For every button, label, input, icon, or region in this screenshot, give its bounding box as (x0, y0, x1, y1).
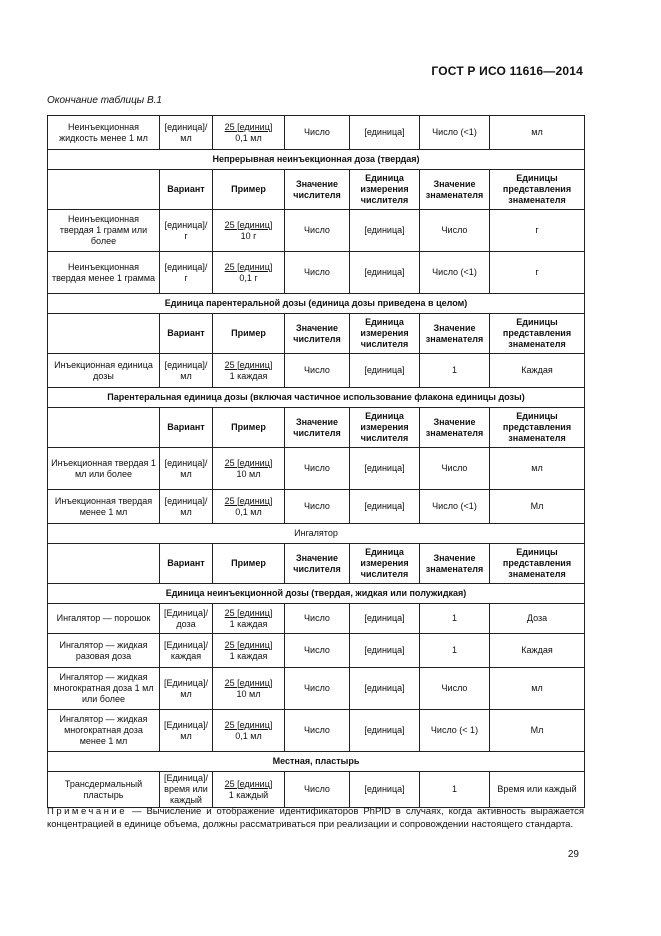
table-cell: [Единица]/ мл (160, 710, 213, 752)
table-cell: [единица]/ г (160, 252, 213, 294)
example-denominator: 0,1 г (239, 272, 258, 283)
table-cell: [единица]/ мл (160, 116, 213, 150)
column-header (48, 170, 160, 210)
column-header: Значение числителя (285, 408, 350, 448)
table-row (48, 752, 585, 772)
example-numerator: 25 [единиц] (224, 495, 273, 506)
example-denominator: 1 каждая (229, 370, 268, 381)
table-cell: 1 (420, 634, 490, 668)
column-header: Единицы представления знаменателя (490, 544, 585, 584)
column-header (48, 544, 160, 584)
example-denominator: 1 каждая (229, 650, 268, 661)
table-cell: [единица] (350, 668, 420, 710)
table-row (48, 408, 585, 448)
table-cell: Число (< 1) (420, 710, 490, 752)
example-cell (213, 116, 285, 150)
example-numerator: 25 [единиц] (224, 121, 273, 132)
table-cell: Каждая (490, 634, 585, 668)
table-cell: Ингалятор — жидкая многократная доза 1 мл или более (48, 668, 160, 710)
table-cell: Число (285, 252, 350, 294)
section-heading: Парентеральная единица дозы (включая частичное использование флакона единицы дозы) (48, 388, 585, 408)
group-heading: Ингалятор (48, 524, 585, 544)
table-row (48, 150, 585, 170)
table-row (48, 210, 585, 252)
table-row (48, 584, 585, 604)
column-header: Единицы представления знаменателя (490, 170, 585, 210)
column-header: Значение знаменателя (420, 408, 490, 448)
table-cell: Число (<1) (420, 490, 490, 524)
table-cell: Мл (490, 710, 585, 752)
column-header: Значение числителя (285, 170, 350, 210)
table-cell: [единица] (350, 634, 420, 668)
table-cell: Число (<1) (420, 116, 490, 150)
table-cell: [единица] (350, 604, 420, 634)
table-cell: Число (420, 210, 490, 252)
table-cell: Мл (490, 490, 585, 524)
column-header: Пример (213, 544, 285, 584)
example-cell (213, 210, 285, 252)
column-header: Значение знаменателя (420, 544, 490, 584)
column-header: Пример (213, 314, 285, 354)
table-cell: Неинъекционная жидкость менее 1 мл (48, 116, 160, 150)
table-row (48, 314, 585, 354)
example-cell (213, 772, 285, 808)
table-cell: [единица] (350, 772, 420, 808)
table-cell: мл (490, 448, 585, 490)
table-cell: [единица]/ мл (160, 448, 213, 490)
column-header: Единица измерения числителя (350, 408, 420, 448)
example-numerator: 25 [единиц] (224, 607, 273, 618)
table-cell: Число (285, 772, 350, 808)
example-cell (213, 604, 285, 634)
table-cell: Число (285, 448, 350, 490)
example-denominator: 0,1 мл (235, 506, 262, 517)
table-cell: Число (285, 210, 350, 252)
table-cell: [Единица]/ время или каждый (160, 772, 213, 808)
table-cell: [единица]/ г (160, 210, 213, 252)
section-heading: Единица парентеральной дозы (единица дозы приведена в целом) (48, 294, 585, 314)
example-cell (213, 448, 285, 490)
table-cell: Инъекционная единица дозы (48, 354, 160, 388)
column-header: Единицы представления знаменателя (490, 408, 585, 448)
example-numerator: 25 [единиц] (224, 261, 273, 272)
table-row (48, 668, 585, 710)
column-header: Единица измерения числителя (350, 314, 420, 354)
table-cell: 1 (420, 604, 490, 634)
table-cell: Число (285, 634, 350, 668)
column-header: Пример (213, 170, 285, 210)
table-cell: мл (490, 116, 585, 150)
table-cell: Число (285, 668, 350, 710)
table-row (48, 448, 585, 490)
table-row (48, 634, 585, 668)
table-cell: [Единица]/ доза (160, 604, 213, 634)
column-header: Единица измерения числителя (350, 170, 420, 210)
section-heading: Единица неинъекционной дозы (твердая, жидкая или полужидкая) (48, 584, 585, 604)
table-cell: [Единица]/ каждая (160, 634, 213, 668)
section-heading: Местная, пластырь (48, 752, 585, 772)
table-cell: [единица] (350, 710, 420, 752)
table-row (48, 490, 585, 524)
section-heading: Непрерывная неинъекционная доза (твердая) (48, 150, 585, 170)
table-cell: Ингалятор — порошок (48, 604, 160, 634)
table-cell: Доза (490, 604, 585, 634)
example-numerator: 25 [единиц] (224, 639, 273, 650)
table-row (48, 524, 585, 544)
note-label: Примечание (47, 806, 127, 817)
table-cell: Число (285, 354, 350, 388)
table-row (48, 604, 585, 634)
example-denominator: 0,1 мл (235, 730, 262, 741)
example-cell (213, 490, 285, 524)
example-numerator: 25 [единиц] (224, 719, 273, 730)
example-cell (213, 252, 285, 294)
example-cell (213, 354, 285, 388)
table-note (47, 805, 584, 831)
document-header: ГОСТ Р ИСО 11616—2014 (431, 64, 583, 78)
table-cell: [единица] (350, 490, 420, 524)
page-number: 29 (567, 849, 579, 860)
column-header: Вариант (160, 314, 213, 354)
column-header (48, 408, 160, 448)
column-header: Вариант (160, 544, 213, 584)
example-denominator: 10 мл (236, 688, 261, 699)
column-header: Единица измерения числителя (350, 544, 420, 584)
example-numerator: 25 [единиц] (224, 778, 273, 789)
table-row (48, 294, 585, 314)
note-text: — Вычисление и отображение идентификаторов PhPID в случаях, когда активность выражается концентрацией в единице объема, должны рассматриваться при реализации и сопровождении настоящего стандарта. (47, 806, 584, 830)
table-cell: Число (285, 604, 350, 634)
table-cell: Инъекционная твердая менее 1 мл (48, 490, 160, 524)
table-cell: [единица] (350, 252, 420, 294)
table-cell: г (490, 252, 585, 294)
column-header: Значение знаменателя (420, 314, 490, 354)
table-cell: Число (285, 710, 350, 752)
table-cell: Число (285, 116, 350, 150)
table-row (48, 388, 585, 408)
table-cell: Число (420, 668, 490, 710)
example-denominator: 10 г (240, 230, 257, 241)
column-header: Пример (213, 408, 285, 448)
example-denominator: 1 каждая (229, 618, 268, 629)
example-denominator: 10 мл (236, 468, 261, 479)
table-cell: [единица] (350, 116, 420, 150)
table-cell: [Единица]/ мл (160, 668, 213, 710)
example-denominator: 1 каждый (228, 789, 269, 800)
column-header (48, 314, 160, 354)
table-cell: [единица]/ мл (160, 354, 213, 388)
table-cell: Время или каждый (490, 772, 585, 808)
table-cell: Каждая (490, 354, 585, 388)
column-header: Вариант (160, 408, 213, 448)
example-cell (213, 634, 285, 668)
table-cell: г (490, 210, 585, 252)
table-row (48, 354, 585, 388)
example-cell (213, 710, 285, 752)
units-table (47, 115, 585, 808)
column-header: Единицы представления знаменателя (490, 314, 585, 354)
table-row (48, 170, 585, 210)
table-cell: [единица] (350, 448, 420, 490)
table-cell: мл (490, 668, 585, 710)
example-numerator: 25 [единиц] (224, 219, 273, 230)
table-cell: [единица] (350, 210, 420, 252)
example-numerator: 25 [единиц] (224, 677, 273, 688)
table-cell: Число (285, 490, 350, 524)
table-cell: Число (<1) (420, 252, 490, 294)
table-cell: [единица]/ мл (160, 490, 213, 524)
table-cell: Ингалятор — жидкая разовая доза (48, 634, 160, 668)
table-row (48, 544, 585, 584)
table-cell: [единица] (350, 354, 420, 388)
table-cell: Трансдермальный пластырь (48, 772, 160, 808)
column-header: Значение числителя (285, 544, 350, 584)
example-denominator: 0,1 мл (235, 132, 262, 143)
example-numerator: 25 [единиц] (224, 457, 273, 468)
table-cell: Инъекционная твердая 1 мл или более (48, 448, 160, 490)
example-cell (213, 668, 285, 710)
table-cell: Неинъекционная твердая менее 1 грамма (48, 252, 160, 294)
table-cell: 1 (420, 354, 490, 388)
example-numerator: 25 [единиц] (224, 359, 273, 370)
column-header: Вариант (160, 170, 213, 210)
table-cell: Неинъекционная твердая 1 грамм или более (48, 210, 160, 252)
table-cell: Ингалятор — жидкая многократная доза менее 1 мл (48, 710, 160, 752)
table-row (48, 772, 585, 808)
table-row (48, 252, 585, 294)
table-cell: Число (420, 448, 490, 490)
column-header: Значение знаменателя (420, 170, 490, 210)
table-cell: 1 (420, 772, 490, 808)
table-row (48, 710, 585, 752)
column-header: Значение числителя (285, 314, 350, 354)
table-row (48, 116, 585, 150)
table-caption: Окончание таблицы В.1 (47, 95, 162, 106)
